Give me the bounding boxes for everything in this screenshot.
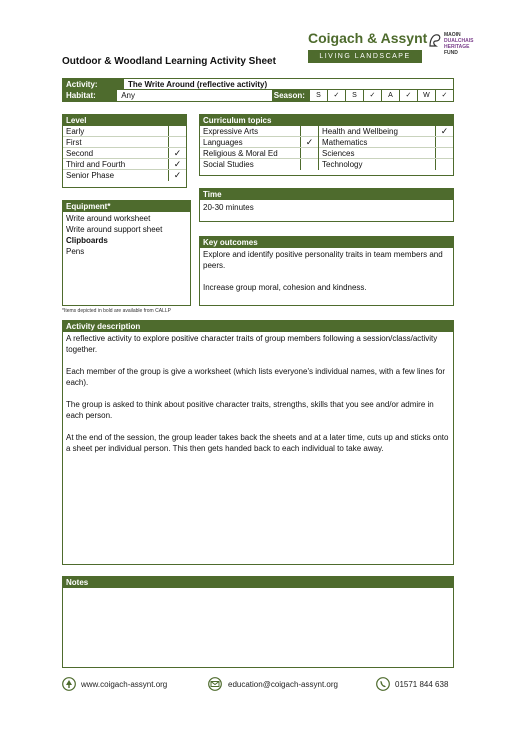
level-item-label: Third and Fourth [66, 160, 126, 169]
footer-website-text: www.coigach-assynt.org [81, 679, 168, 689]
equipment-footnote: *Items depicted in bold are available from CALLP [62, 308, 171, 314]
page-title: Outdoor & Woodland Learning Activity Sheet [62, 56, 276, 67]
curriculum-header: Curriculum topics [200, 115, 453, 126]
level-item [63, 170, 186, 181]
season-cells [309, 90, 453, 101]
description-paragraph: At the end of the session, the group leader takes back the sheets and at a later time, cuts up and sticks onto a sheet per individual person. This then gets handed back to each individual to take away. [66, 433, 449, 453]
curriculum-check [300, 159, 318, 170]
curriculum-label: Health and Wellbeing [322, 127, 398, 136]
curriculum-label: Expressive Arts [203, 127, 259, 136]
description-box [62, 320, 454, 565]
season-label: Season: [272, 90, 309, 101]
level-item [63, 126, 186, 137]
tree-icon [62, 677, 76, 691]
level-item-label: First [66, 138, 82, 147]
equipment-item: Clipboards [66, 236, 108, 245]
curriculum-label: Religious & Moral Ed [203, 149, 278, 158]
footer-email-text: education@coigach-assynt.org [228, 679, 338, 689]
curriculum-check [435, 137, 453, 147]
curriculum-label: Sciences [322, 149, 355, 158]
description-header: Activity description [63, 321, 453, 332]
season-cell: ✓ [363, 90, 381, 101]
description-paragraph: Each member of the group is give a worksheet (which lists everyone's individual names, with a few lines for each). [66, 367, 446, 387]
level-item [63, 148, 186, 159]
equipment-header: Equipment* [63, 201, 190, 212]
habitat-value: Any [116, 90, 272, 101]
heritage-line3: HERITAGE [444, 44, 470, 50]
logo-name: Coigach & Assynt [308, 30, 428, 46]
curriculum-check [300, 148, 318, 158]
outcomes-box [199, 236, 454, 306]
curriculum-check [435, 148, 453, 158]
curriculum-check: ✓ [300, 137, 318, 147]
notes-header: Notes [63, 577, 453, 588]
level-item-check: ✓ [168, 170, 186, 181]
footer [62, 677, 462, 693]
description-paragraph: The group is asked to think about positive character traits, strengths, skills that you see and/or admire in each person. [66, 400, 434, 420]
heritage-line1: MAOIN [444, 32, 461, 38]
heritage-line4: FUND [444, 50, 458, 56]
footer-email[interactable] [207, 677, 338, 691]
habitat-label: Habitat: [63, 90, 116, 101]
level-header: Level [63, 115, 186, 126]
level-item-check [168, 126, 186, 136]
curriculum-label: Mathematics [322, 138, 368, 147]
level-item-check: ✓ [168, 159, 186, 169]
notes-box [62, 576, 454, 668]
footer-phone-text: 01571 844 638 [395, 679, 449, 689]
level-item-label: Second [66, 149, 94, 158]
email-icon [207, 677, 223, 691]
equipment-item: Pens [66, 247, 85, 256]
footer-phone[interactable] [376, 677, 448, 691]
footer-website[interactable] [62, 677, 167, 691]
curriculum-check: ✓ [435, 126, 453, 136]
phone-icon [376, 677, 390, 691]
level-item [63, 137, 186, 148]
description-paragraph: A reflective activity to explore positive character traits of group members following a session/class/activity together. [66, 334, 438, 354]
time-header: Time [200, 189, 453, 200]
curriculum-label: Technology [322, 160, 363, 169]
level-item-check [168, 137, 186, 147]
logo [308, 30, 483, 70]
activity-box [62, 78, 454, 102]
season-cell: W [417, 90, 435, 101]
activity-value: The Write Around (reflective activity) [123, 79, 453, 89]
equipment-item: Write around worksheet [66, 214, 151, 223]
season-cell: A [381, 90, 399, 101]
outcome-paragraph: Increase group moral, cohesion and kindness. [203, 283, 367, 292]
curriculum-check [435, 159, 453, 170]
heritage-line2: DUALCHAIS [444, 38, 474, 44]
season-cell: ✓ [435, 90, 453, 101]
level-box [62, 114, 187, 188]
level-item-label: Early [66, 127, 85, 136]
season-cell: ✓ [399, 90, 417, 101]
curriculum-check [300, 126, 318, 136]
outcomes-header: Key outcomes [200, 237, 453, 248]
season-cell: ✓ [327, 90, 345, 101]
season-cell: S [345, 90, 363, 101]
heritage-fund-icon [428, 32, 442, 48]
curriculum-label: Social Studies [203, 160, 254, 169]
equipment-box [62, 200, 191, 306]
equipment-item: Write around support sheet [66, 225, 163, 234]
time-value: 20-30 minutes [203, 203, 254, 212]
outcome-paragraph: Explore and identify positive personality traits in team members and peers. [203, 250, 443, 270]
season-cell: S [309, 90, 327, 101]
curriculum-box [199, 114, 454, 176]
activity-label: Activity: [63, 79, 123, 89]
logo-sub: LIVING LANDSCAPE [308, 50, 422, 63]
curriculum-label: Languages [203, 138, 243, 147]
level-item [63, 159, 186, 170]
level-item-label: Senior Phase [66, 171, 115, 180]
time-box [199, 188, 454, 222]
level-item-check: ✓ [168, 148, 186, 158]
